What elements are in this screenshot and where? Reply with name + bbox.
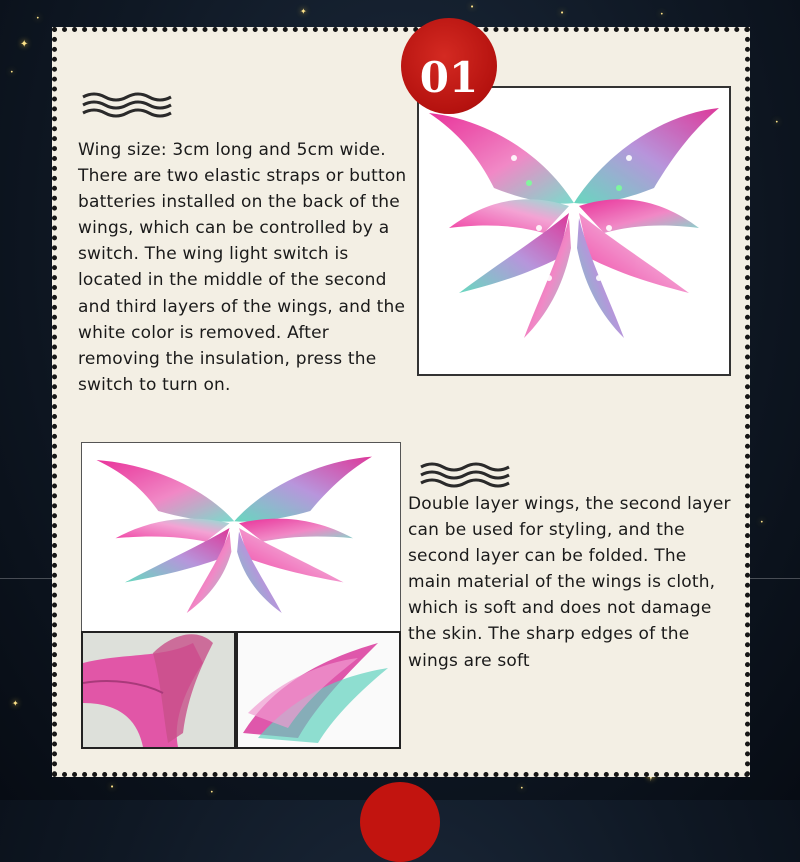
fairy-wings-illustration — [419, 88, 729, 374]
wing-fold-closeup — [83, 633, 234, 747]
star-icon: • — [760, 519, 764, 526]
double-layer-description: Double layer wings, the second layer can be used for styling, and the second layer can be folded. The main material of the wings is cloth, which is soft and does not damage the skin. The sharp edges of the wings are soft — [408, 494, 731, 671]
wing-layers-closeup — [238, 633, 399, 747]
star-icon: ✦ — [12, 699, 19, 708]
star-icon: • — [470, 3, 475, 11]
star-icon: • — [36, 15, 40, 22]
star-icon: • — [520, 785, 524, 792]
wing-fold-closeup-image — [81, 631, 236, 749]
next-badge — [360, 782, 440, 862]
content-panel — [52, 27, 750, 777]
fairy-wings-illustration — [82, 443, 400, 631]
star-icon: • — [660, 11, 664, 18]
star-icon: • — [110, 783, 115, 791]
wave-lines-icon — [419, 462, 511, 488]
star-icon: • — [775, 119, 779, 126]
star-icon: • — [10, 69, 14, 76]
star-icon: ✦ — [20, 39, 29, 50]
star-icon: • — [210, 789, 214, 796]
main-wings-image — [417, 86, 731, 376]
secondary-wings-image — [81, 442, 401, 632]
wave-lines-icon — [81, 92, 173, 118]
star-icon: ✦ — [300, 7, 307, 16]
section-number-badge — [401, 18, 497, 114]
wing-size-description: Wing size: 3cm long and 5cm wide. There are two elastic straps or button batteries installed on the back of the wings, which can be controlled by a switch. The wing light switch is located in the middle of the second and third layers of the wings, and the white color is removed. After removing the insulation, press the switch to turn on. — [78, 140, 407, 395]
star-icon: • — [560, 9, 565, 17]
section-number: 01 — [419, 52, 479, 102]
wing-layers-closeup-image — [236, 631, 401, 749]
